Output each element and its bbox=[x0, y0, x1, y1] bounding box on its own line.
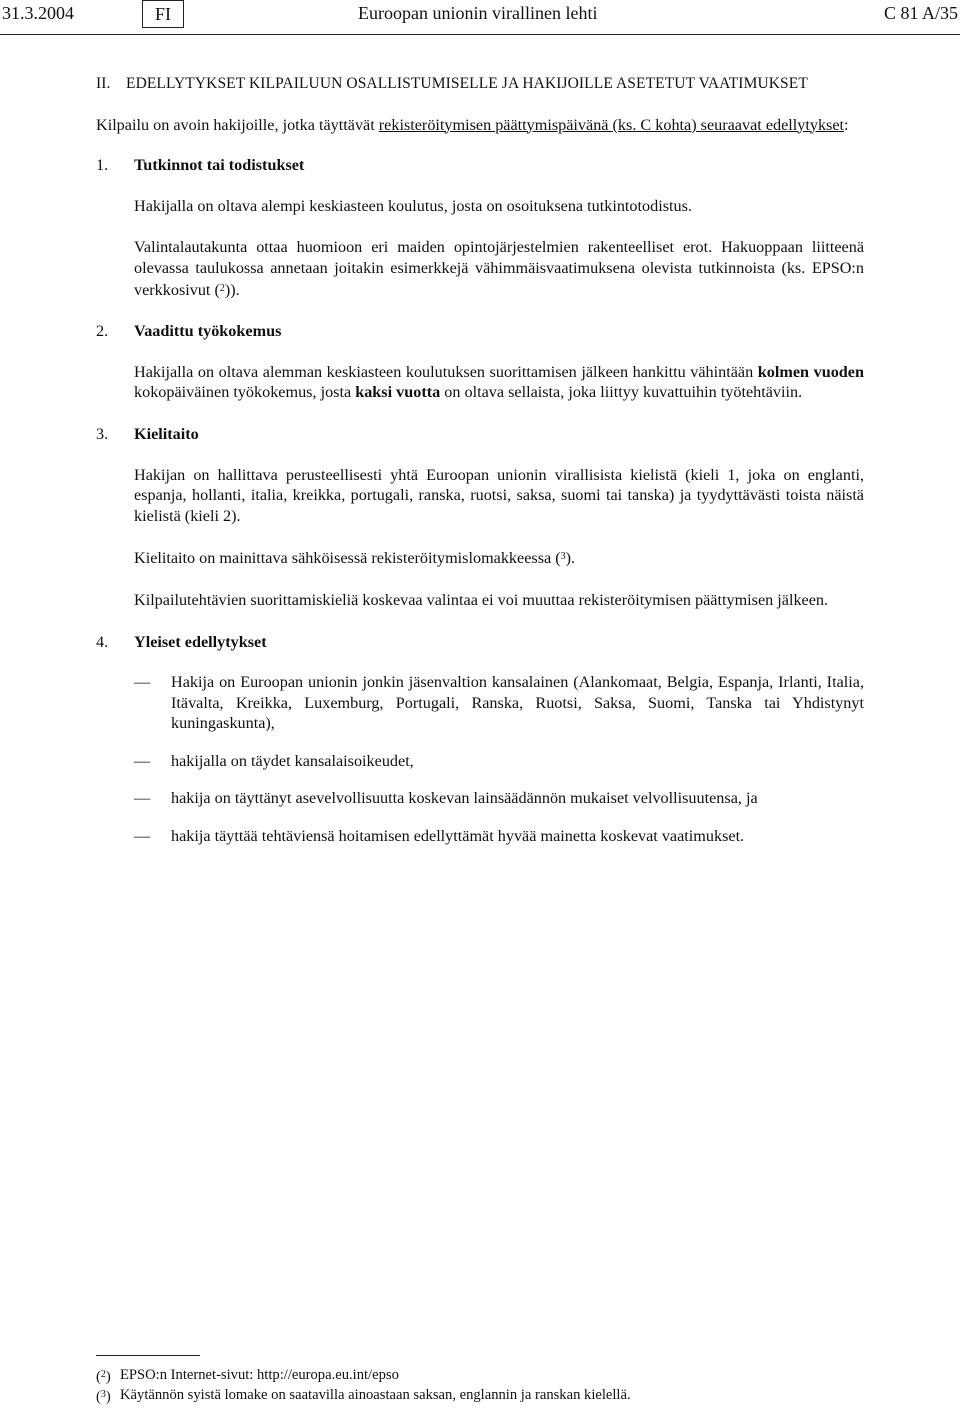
intro-paragraph bbox=[96, 115, 864, 136]
publication-date: 31.3.2004 bbox=[2, 3, 74, 23]
section-degrees bbox=[96, 155, 864, 300]
section-number: 3. bbox=[96, 424, 109, 443]
footnote-ref[interactable]: 2 bbox=[219, 282, 225, 294]
paragraph: Hakijalla on oltava alempi keskiasteen koulutus, josta on osoituksena tutkintotodistus. bbox=[134, 196, 692, 215]
intro-punctuation: : bbox=[844, 115, 849, 134]
dash-bullet: — bbox=[134, 673, 151, 692]
paragraph bbox=[134, 362, 864, 403]
section-heading bbox=[96, 632, 864, 653]
part-number: II. bbox=[96, 75, 111, 92]
section-number: 4. bbox=[96, 632, 109, 651]
list-item bbox=[134, 826, 864, 847]
section-general-conditions bbox=[96, 632, 864, 847]
section-heading bbox=[96, 155, 864, 176]
list-item-text: Hakija on Euroopan unionin jonkin jäsenvaltion kansalainen (Alankomaat, Belgia, Espanja, Irlanti, Italia, Itävalta, Kreikka, Luxemburg, Portugali, Ranska, Ruotsi, Saksa, Suomi, Tanska tai Yhdistynyt kuningaskunta), bbox=[171, 673, 864, 733]
language-code-box: FI bbox=[142, 0, 184, 28]
paragraph-text: on oltava sellaista, joka liittyy kuvattuihin työtehtäviin. bbox=[440, 383, 803, 402]
dash-bullet: — bbox=[134, 827, 151, 846]
list-item-text: hakija täyttää tehtäviensä hoitamisen edellyttämät hyvää mainetta koskevat vaatimukset. bbox=[171, 827, 745, 846]
page-header bbox=[0, 0, 960, 35]
paragraph-text: Hakijalla on oltava alemman keskiasteen koulutuksen suorittamisen jälkeen hankittu vähintään bbox=[134, 362, 758, 381]
dash-bullet: — bbox=[134, 751, 151, 770]
footnote bbox=[96, 1385, 896, 1405]
part-heading bbox=[96, 74, 864, 95]
section-experience bbox=[96, 321, 864, 403]
section-title: Vaadittu työkokemus bbox=[134, 322, 282, 341]
paragraph-text: Valintalautakunta ottaa huomioon eri maiden opintojärjestelmien rakenteelliset erot. Hakuoppaan liitteenä olevassa taulukossa annetaan joitakin esimerkkejä vähimmäisvaatimuksena olevista tutkinnoista (ks. EPSO:n verkkosivut ( bbox=[134, 238, 864, 299]
section-heading bbox=[96, 321, 864, 342]
footnote-mark: ($^2$) bbox=[96, 1369, 111, 1385]
footnote-mark: ($^3$) bbox=[96, 1389, 111, 1405]
list-item-text: hakijalla on täydet kansalaisoikeudet, bbox=[171, 751, 414, 770]
intro-underlined-text: rekisteröitymisen päättymispäivänä (ks. C kohta) seuraavat edellytykset bbox=[378, 115, 845, 134]
footnote-text: Käytännön syistä lomake on saatavilla ainoastaan saksan, englannin ja ranskan kielellä. bbox=[120, 1387, 631, 1403]
page-reference: C 81 A/35 bbox=[883, 3, 958, 23]
paragraph: Hakijan on hallittava perusteellisesti yhtä Euroopan unionin virallisista kielistä (kieli 1, joka on englanti, espanja, hollanti, italia, kreikka, portugali, ranska, ruotsi, saksa, suomi tai tanska) ja tyydyttävästi toista näistä kielistä (kieli 2). bbox=[134, 465, 864, 525]
intro-text: Kilpailu on avoin hakijoille, jotka täyttävät bbox=[96, 115, 379, 134]
list-item bbox=[134, 672, 864, 734]
section-languages bbox=[96, 424, 864, 611]
footnote bbox=[96, 1365, 896, 1385]
footnote-text: EPSO:n Internet-sivut: http://europa.eu.int/epso bbox=[120, 1367, 399, 1383]
list-item bbox=[134, 788, 864, 809]
paragraph-with-footnote bbox=[134, 547, 864, 569]
paragraph-with-footnote bbox=[134, 237, 864, 300]
section-title: Kielitaito bbox=[134, 424, 199, 443]
paragraph-text: Kielitaito on mainittava sähköisessä rekisteröitymislomakkeessa ( bbox=[134, 549, 561, 568]
footnote-number: 2 bbox=[100, 1369, 106, 1380]
paragraph-text: kokopäiväinen työkokemus, josta bbox=[134, 383, 356, 402]
section-title: Yleiset edellytykset bbox=[134, 632, 267, 651]
section-heading bbox=[96, 424, 864, 445]
footnotes bbox=[96, 1365, 896, 1405]
part-title: EDELLYTYKSET KILPAILUUN OSALLISTUMISELLE JA HAKIJOILLE ASETETUT VAATIMUKSET bbox=[126, 75, 808, 92]
journal-title: Euroopan unionin virallinen lehti bbox=[358, 3, 598, 23]
list-item bbox=[134, 751, 864, 772]
footnote-ref[interactable]: 3 bbox=[560, 551, 566, 563]
footnote-number: 3 bbox=[100, 1389, 106, 1400]
section-number: 2. bbox=[96, 322, 109, 341]
footnote-divider bbox=[96, 1355, 200, 1356]
section-number: 1. bbox=[96, 156, 109, 175]
list-item-text: hakija on täyttänyt asevelvollisuutta koskevan lainsäädännön mukaiset velvollisuutensa, ja bbox=[171, 789, 758, 808]
paragraph: Kilpailutehtävien suorittamiskieliä koskevaa valintaa ei voi muuttaa rekisteröitymisen päättymisen jälkeen. bbox=[134, 590, 829, 609]
bold-text: kolmen vuoden bbox=[757, 362, 864, 381]
dash-bullet: — bbox=[134, 789, 151, 808]
document-body bbox=[96, 74, 864, 864]
paragraph-end: ). bbox=[565, 549, 576, 568]
section-title: Tutkinnot tai todistukset bbox=[134, 156, 305, 175]
paragraph-end: )). bbox=[224, 280, 240, 299]
bold-text: kaksi vuotta bbox=[355, 383, 441, 402]
